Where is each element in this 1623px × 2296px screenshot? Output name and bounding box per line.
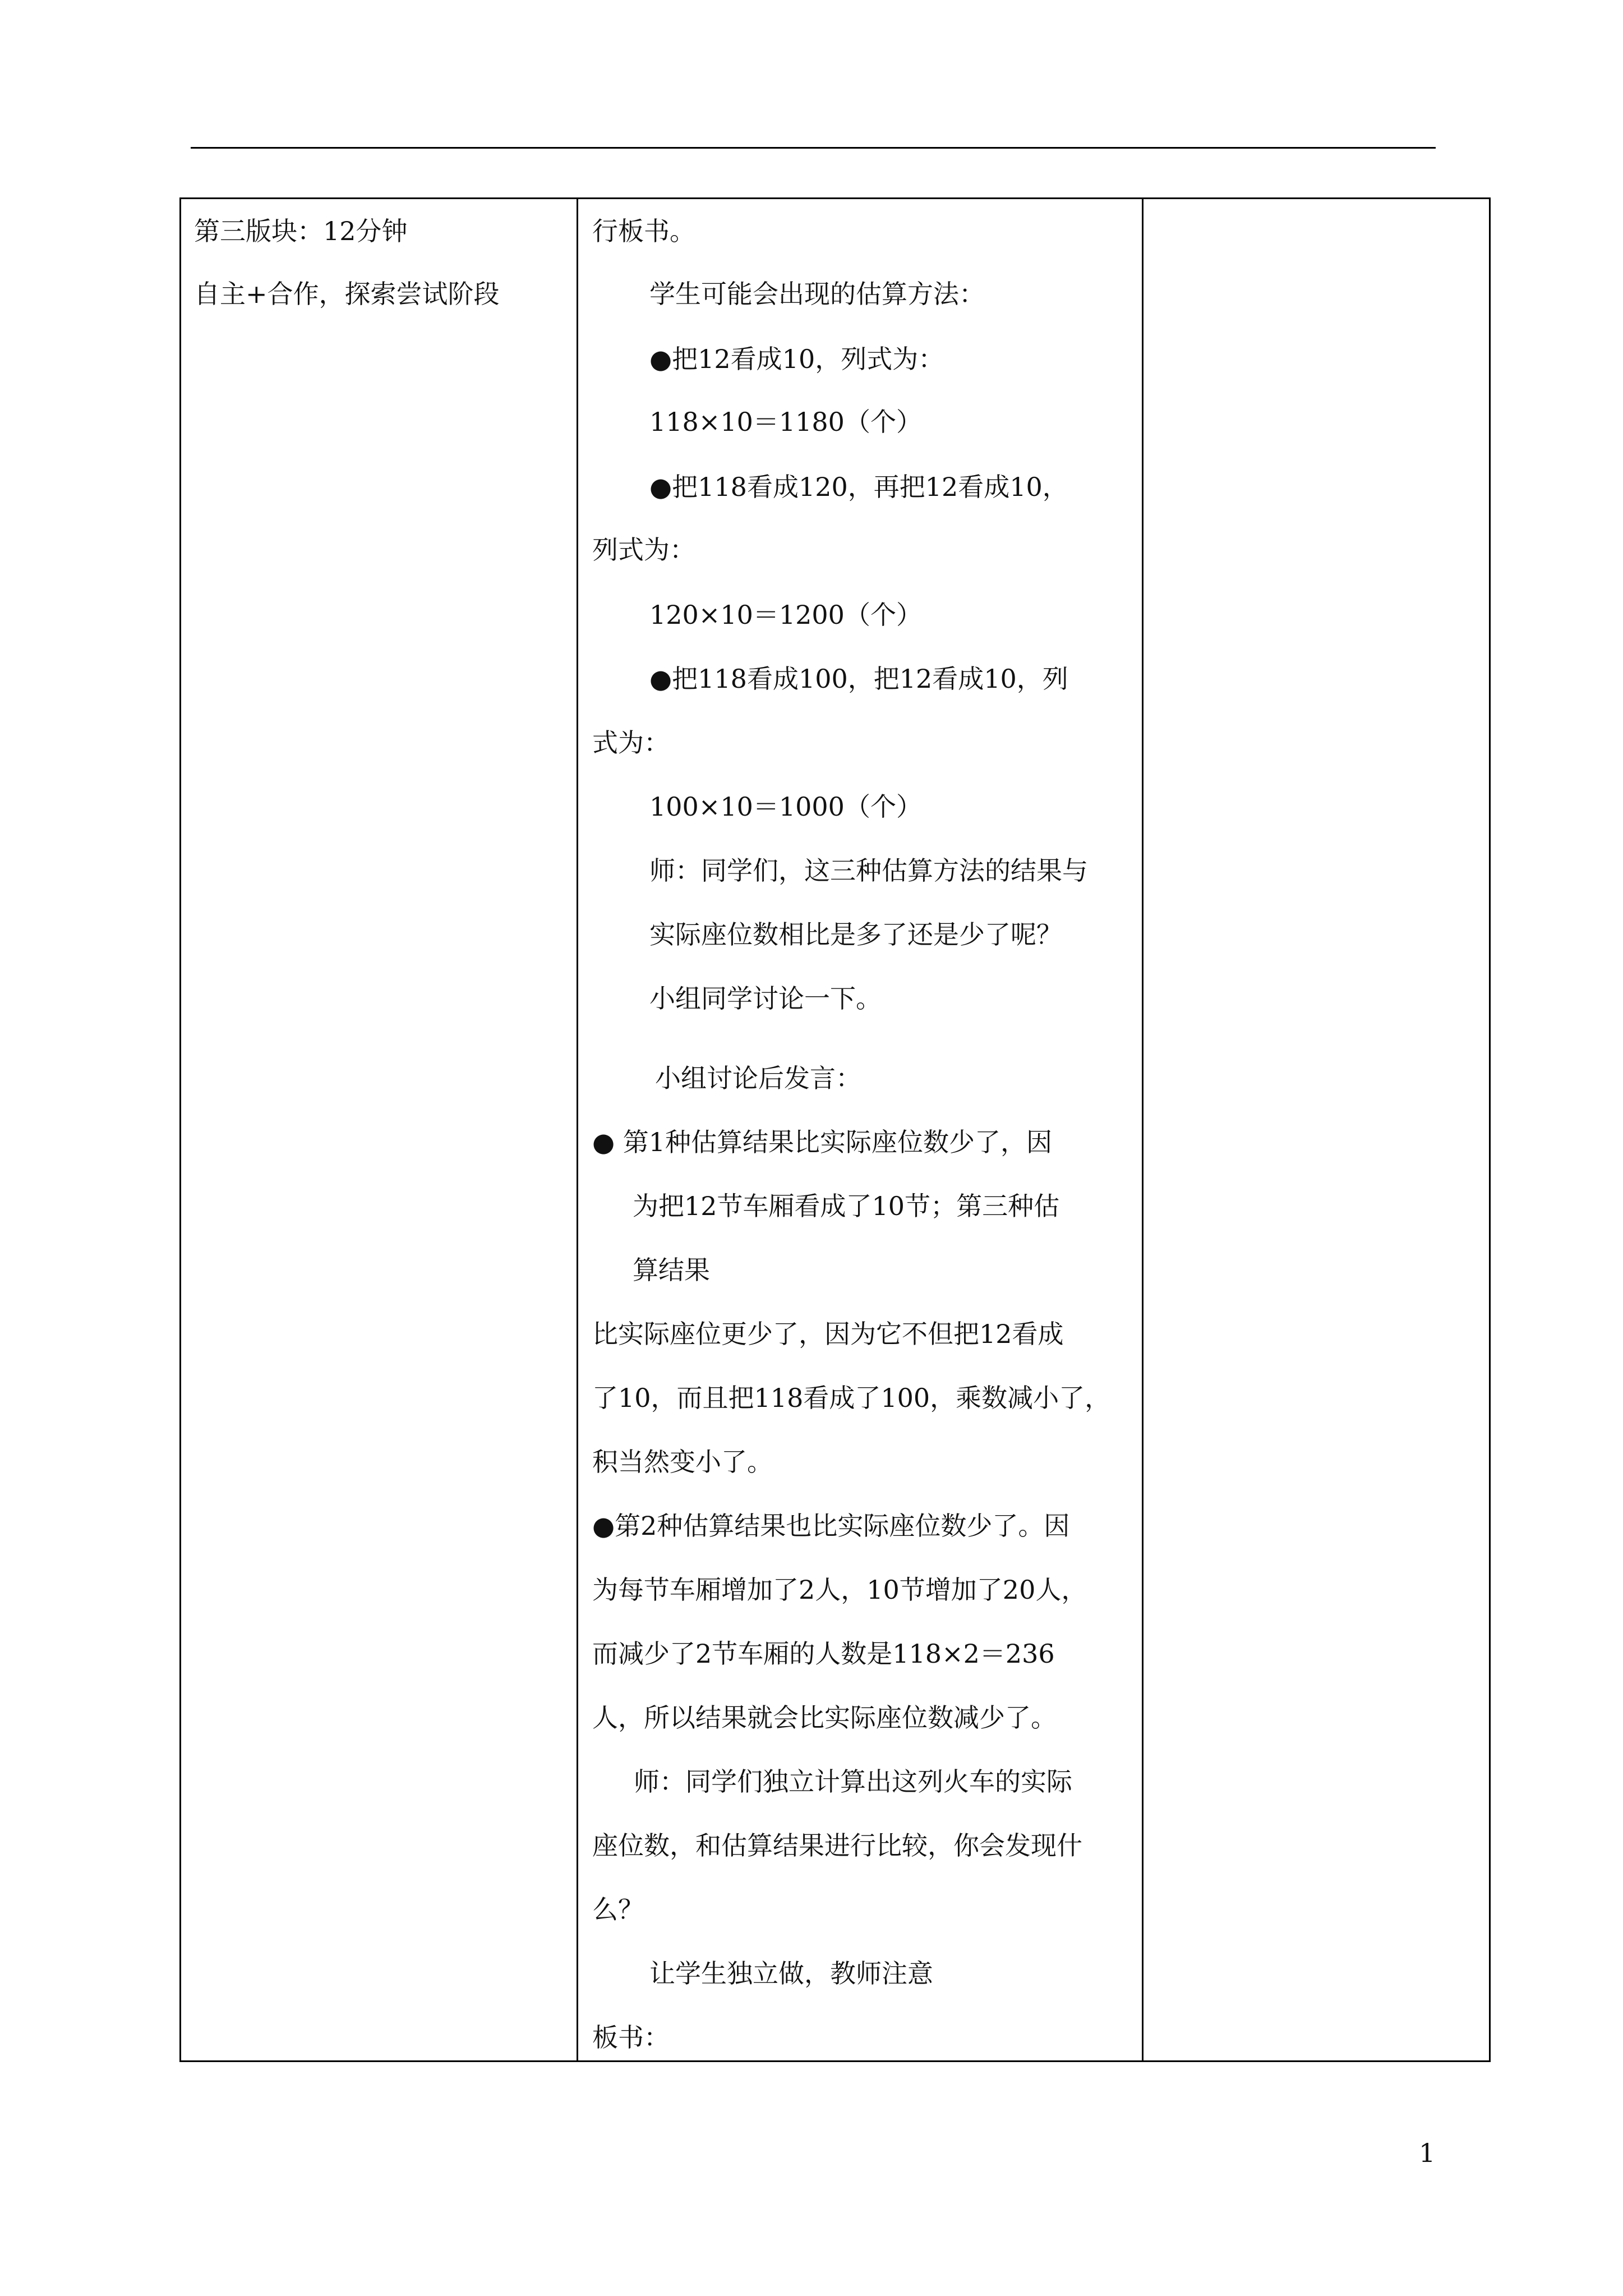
content-line: 实际座位数相比是多了还是少了呢？ <box>649 919 1062 950</box>
content-line: 100×10＝1000（个） <box>649 792 922 822</box>
content-line: ●把118看成120，再把12看成10， <box>649 472 1068 502</box>
content-line: 小组讨论后发言： <box>655 1063 861 1093</box>
content-line: 算结果 <box>633 1255 710 1285</box>
content-line: 式为： <box>592 728 670 758</box>
header-rule <box>191 147 1436 149</box>
content-line: 小组同学讨论一下。 <box>649 983 882 1014</box>
content-line: ● 第1种估算结果比实际座位数少了，因 <box>592 1127 1053 1157</box>
content-line: 座位数，和估算结果进行比较，你会发现什 <box>592 1830 1082 1861</box>
content-line: 而减少了2节车厢的人数是118×2＝236 <box>592 1639 1055 1669</box>
content-line: 120×10＝1200（个） <box>649 600 922 630</box>
content-line: ●把118看成100，把12看成10，列 <box>649 664 1068 694</box>
section-label: 第三版块：12分钟 <box>194 216 408 246</box>
content-line: 列式为： <box>592 535 695 565</box>
content-line: ●第2种估算结果也比实际座位数少了。因 <box>592 1511 1070 1541</box>
content-line: 么？ <box>592 1894 644 1925</box>
content-line: 学生可能会出现的估算方法： <box>649 279 985 309</box>
column-divider <box>1142 199 1144 2060</box>
content-line: 让学生独立做，教师注意 <box>649 1958 933 1989</box>
content-line: 为每节车厢增加了2人，10节增加了20人， <box>592 1575 1087 1605</box>
content-line: ●把12看成10，列式为： <box>649 344 944 374</box>
content-line: 118×10＝1180（个） <box>649 407 922 437</box>
content-line: 了10，而且把118看成了100，乘数减小了， <box>592 1383 1111 1413</box>
content-line: 师：同学们独立计算出这列火车的实际 <box>634 1766 1072 1797</box>
page-number: 1 <box>1419 2138 1436 2168</box>
content-line: 为把12节车厢看成了10节；第三种估 <box>633 1191 1060 1221</box>
content-line: 比实际座位更少了，因为它不但把12看成 <box>592 1319 1064 1349</box>
content-line: 行板书。 <box>592 216 695 246</box>
content-line: 师：同学们，这三种估算方法的结果与 <box>649 855 1088 886</box>
column-divider <box>577 199 578 2060</box>
content-line: 板书： <box>592 2022 670 2053</box>
stage-label: 自主+合作，探索尝试阶段 <box>194 279 500 309</box>
content-line: 积当然变小了。 <box>592 1447 773 1477</box>
content-line: 人，所以结果就会比实际座位数减少了。 <box>592 1703 1057 1733</box>
